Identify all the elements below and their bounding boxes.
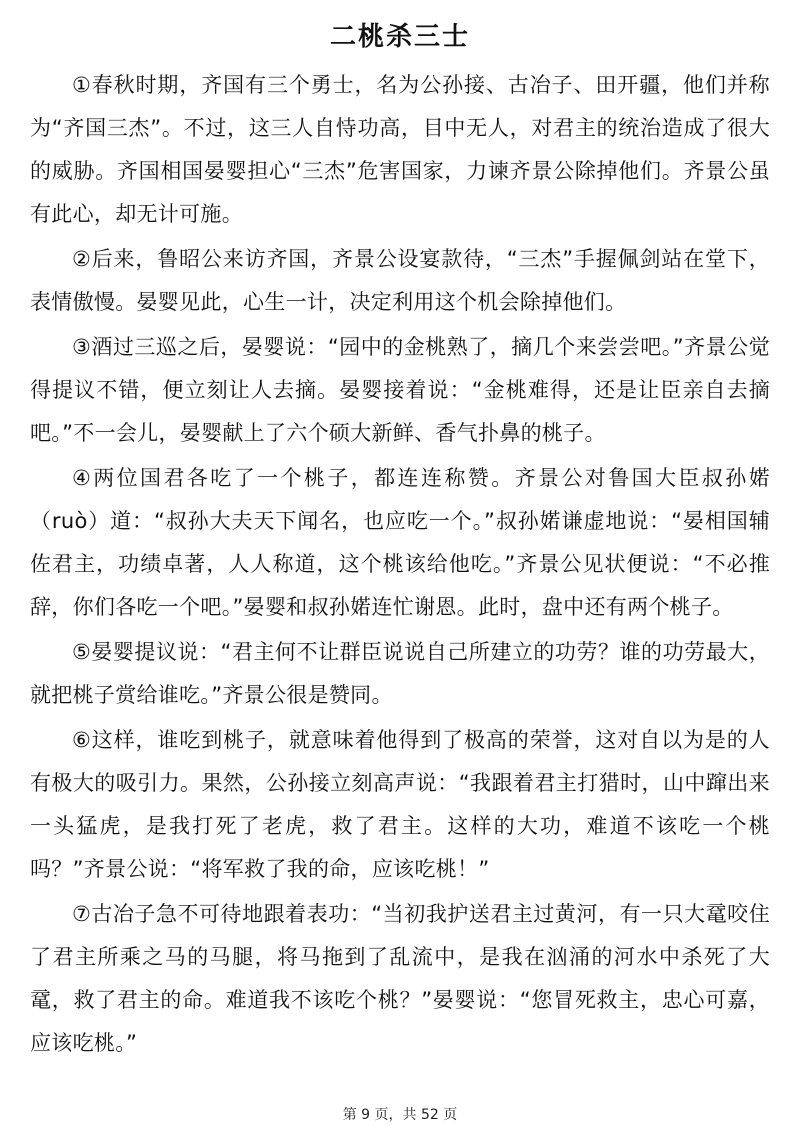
page-title: 二桃杀三士: [329, 22, 470, 52]
paragraph-6: ⑥这样，谁吃到桃子，就意味着他得到了极高的荣誉，这对自以为是的人有极大的吸引力。果然，公孙接立刻高声说：“我跟着君主打猎时，山中蹿出来一头猛虎，是我打死了老虎，救了君主。这样的大功，难道不该吃一个桃吗？”齐景公说：“将军救了我的命，应该吃桃！”: [30, 728, 770, 881]
paragraph-4: ④两位国君各吃了一个桃子，都连连称赞。齐景公对鲁国大臣叔孙婼（ruò）道：“叔孙大夫天下闻名，也应吃一个。”叔孙婼谦虚地说：“晏相国辅佐君主，功绩卓著，人人称道，这个桃该给他吃。”齐景公见状便说：“不必推辞，你们各吃一个吧。”晏婴和叔孙婼连忙谢恩。此时，盘中还有两个桃子。: [30, 466, 770, 619]
paragraph-5: ⑤晏婴提议说：“君主何不让群臣说说自己所建立的功劳？谁的功劳最大，就把桃子赏给谁吃。”齐景公很是赞同。: [30, 640, 770, 707]
paragraph-3: ③酒过三巡之后，晏婴说：“园中的金桃熟了，摘几个来尝尝吧。”齐景公觉得提议不错，便立刻让人去摘。晏婴接着说：“金桃难得，还是让臣亲自去摘吧。”不一会儿，晏婴献上了六个硕大新鲜、香气扑鼻的桃子。: [30, 335, 770, 445]
paragraph-7: ⑦古冶子急不可待地跟着表功：“当初我护送君主过黄河，有一只大鼋咬住了君主所乘之马的马腿，将马拖到了乱流中，是我在汹涌的河水中杀死了大鼋，救了君主的命。难道我不该吃个桃？”晏婴说：“您冒死救主，忠心可嘉，应该吃桃。”: [30, 902, 770, 1055]
paragraph-2: ②后来，鲁昭公来访齐国，齐景公设宴款待，“三杰”手握佩剑站在堂下，表情傲慢。晏婴见此，心生一计，决定利用这个机会除掉他们。: [30, 247, 770, 314]
page-number-footer: 第 9 页，共 52 页: [342, 1107, 458, 1123]
paragraph-1: ①春秋时期，齐国有三个勇士，名为公孙接、古冶子、田开疆，他们并称为“齐国三杰”。不过，这三人自恃功高，目中无人，对君主的统治造成了很大的威胁。齐国相国晏婴担心“三杰”危害国家，力谏齐景公除掉他们。齐景公虽有此心，却无计可施。: [30, 73, 770, 226]
article-body: [30, 64, 770, 1067]
